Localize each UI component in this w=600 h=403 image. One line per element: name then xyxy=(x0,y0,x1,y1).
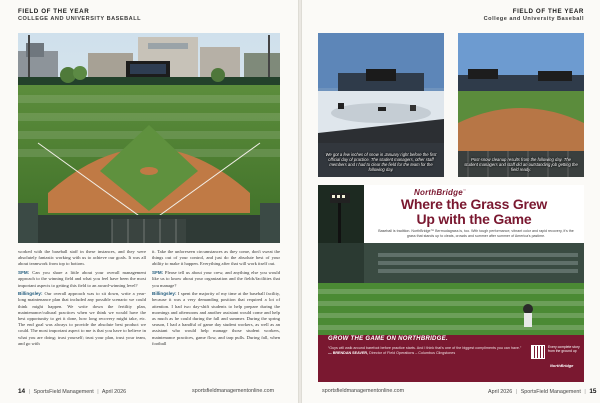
ad-tagline: GROW THE GAME ON NORTHBRIDGE. xyxy=(328,336,448,342)
col1-answer-1: Billingsley: Our overall approach was to sit down, write a year-long maintenance plan that included any possible scenario we could think might happen. We write down the fertility plan, maintenance/cultural practices when we think we would have the best opportunity to get it done, how long recovery might take, etc. The end goal was always to provide the absolute best product we could. The most important aspect to me is that you have to believe in what you are doing; trust yourself; trust your plan, trust your team, and go with xyxy=(18,291,146,346)
left-page-number: 14 xyxy=(18,388,26,395)
right-kicker xyxy=(484,8,584,23)
ad-body-copy: Baseball is tradition. NorthBridge™ Bermudagrass is, too. With tough performance, vibrant color and rapid recovery, it's the grass that stands up to cleats, crowds and summer after summer of America's pastime. xyxy=(378,229,574,238)
col1-question-1: SFM: Can you share a little about your overall management approach to the winning field and what you feel have been the most important aspects to getting this field to an award-winning level? xyxy=(18,270,146,288)
left-folio: 14 | SportsField Management | April 2026 xyxy=(18,388,127,395)
col2-question-1: SFM: Please tell us about your crew, and anything else you would like us to know about your organization and the fields/facilities that you manage? xyxy=(152,270,280,288)
left-mag-name: SportsField Management xyxy=(33,389,94,395)
cleared-photo-caption: Post-snow cleanup results from the following day. The student managers and staff did an outstanding job getting the field ready. xyxy=(464,157,578,172)
right-kicker-subtitle: College and University Baseball xyxy=(483,15,584,22)
left-kicker xyxy=(18,8,141,23)
col2-para-1: it. Take the unforeseen circumstances as they come, don't sweat the things out of your control, and just do the absolute best of your ability to make it happen. Everything after that will work itself out. xyxy=(152,249,280,267)
col2-answer-1: Billingsley: I spent the majority of my time at the baseball facility, because it was a very demanding position that required a lot of attention. I had two day-shift students to help prepare during the mornings and afternoons and another assistant would come and help as much as he could during the fall and summer. During the spring season, I had a handful of game day student workers, as well as an assistant who would help manage those student workers, maintenance practices, game flow, and tarp pulls. During fall, when football xyxy=(152,291,280,346)
northbridge-logo: NorthBridge™ xyxy=(414,188,467,197)
left-page xyxy=(0,0,298,403)
ad-testimonial: “Guys will walk around barefoot before practice starts. And I think that's one of the biggest compliments you can have.” — BRENDAN SEAVER, Director of Field Operations – Columbus Clingstones xyxy=(328,346,522,355)
qr-code-icon[interactable] xyxy=(531,345,545,359)
qr-caption: Every complete story from the ground up xyxy=(548,345,580,354)
ad-stadium-scene xyxy=(318,243,584,335)
cleared-photo-illustration xyxy=(458,33,584,177)
ad-headline: Where the Grass Grew Up with the Game xyxy=(400,196,548,227)
cleared-field-photo xyxy=(458,33,584,177)
stadium-photo-illustration xyxy=(18,33,280,243)
right-folio-url[interactable]: sportsfieldmanagementonline.com xyxy=(322,388,405,394)
snow-field-photo xyxy=(318,33,444,177)
snow-photo-caption: We got a few inches of snow in January right before the first official day of practice. The student managers, other staff members and I had to clear the field for the team for the following day. xyxy=(325,152,437,172)
right-mag-name: SportsField Management xyxy=(520,389,581,395)
right-kicker-title: FIELD OF THE YEAR xyxy=(512,8,584,15)
right-folio: April 2026 | SportsField Management | 15 xyxy=(488,388,597,395)
col1-para-1: worked with the baseball staff in these instances, and they were absolutely fantastic working with us to achieve our goals. It was all about teamwork from top to bottom. xyxy=(18,249,146,267)
right-page xyxy=(302,0,600,403)
left-folio-url[interactable]: sportsfieldmanagementonline.com xyxy=(192,388,275,394)
left-kicker-subtitle: COLLEGE AND UNIVERSITY BASEBALL xyxy=(18,15,142,22)
left-issue-date: April 2026 xyxy=(101,389,127,395)
northbridge-advertisement[interactable] xyxy=(318,185,584,382)
article-column-1 xyxy=(18,249,146,350)
right-issue-date: April 2026 xyxy=(488,389,513,395)
article-column-2 xyxy=(152,249,280,350)
ad-small-logo: NorthBridge xyxy=(550,363,574,368)
right-page-number: 15 xyxy=(589,388,597,395)
left-kicker-title: FIELD OF THE YEAR xyxy=(18,8,90,15)
stadium-aerial-photo xyxy=(18,33,280,243)
